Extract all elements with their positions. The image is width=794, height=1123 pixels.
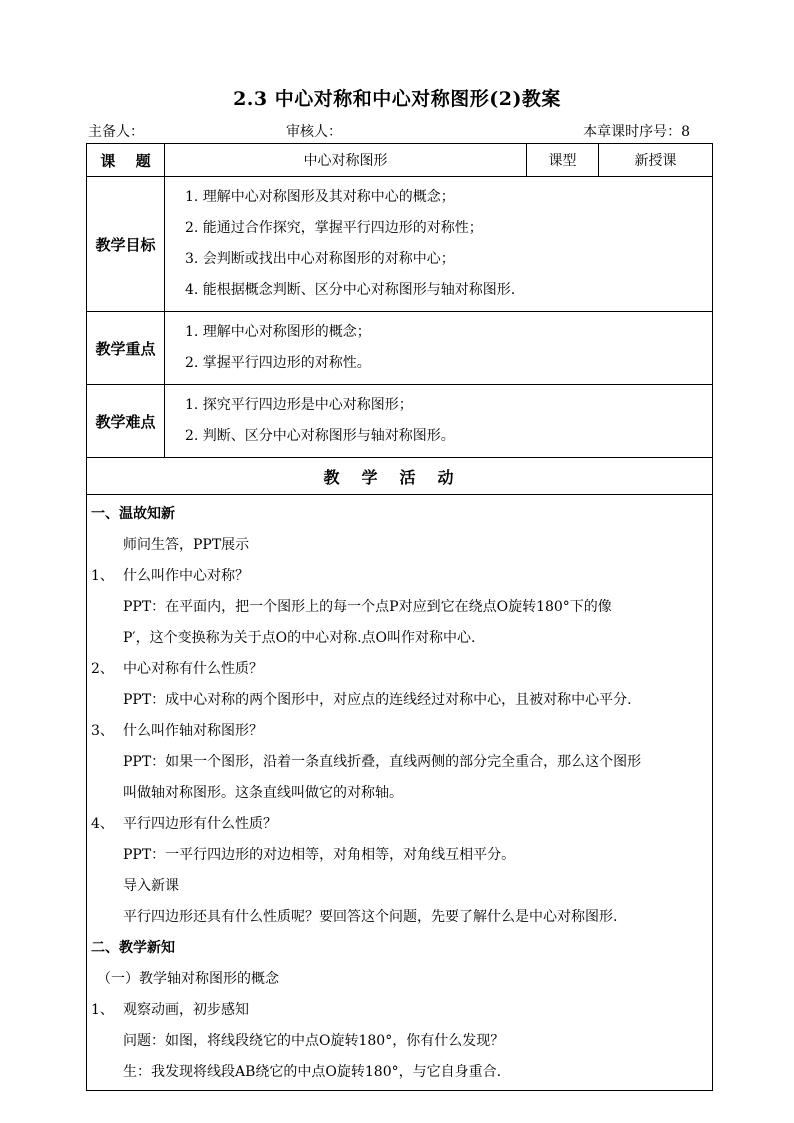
goal-item: 4. 能根据概念判断、区分中心对称图形与轴对称图形. xyxy=(185,282,516,298)
question-2-number: 2、 xyxy=(91,661,114,677)
observe-item xyxy=(91,995,712,1026)
question-text: 问题：如图，将线段绕它的中点O旋转180°，你有什么发现？ xyxy=(123,1033,505,1049)
key-points-label: 教学重点 xyxy=(87,312,165,385)
subsection-1-title: （一）教学轴对称图形的概念 xyxy=(97,971,279,987)
question-3 xyxy=(91,716,712,747)
question-4-text: 平行四边形有什么性质？ xyxy=(123,816,277,832)
question-1-text: 什么叫作中心对称？ xyxy=(123,568,249,584)
activity-heading-row xyxy=(87,458,713,495)
difficulties-row xyxy=(87,385,713,458)
question-4-number: 4、 xyxy=(91,816,114,832)
question-2 xyxy=(91,654,712,685)
goals-label: 教学目标 xyxy=(87,177,165,312)
topic-value: 中心对称图形 xyxy=(165,144,527,177)
difficulties-label: 教学难点 xyxy=(87,385,165,458)
answer-1-line-2: P′，这个变换称为关于点O的中心对称.点O叫作对称中心. xyxy=(123,630,476,646)
goals-row xyxy=(87,177,713,312)
page-title: 2.3 中心对称和中心对称图形(2)教案 xyxy=(233,88,561,110)
question-2-text: 中心对称有什么性质？ xyxy=(123,661,263,677)
preparer-label: 主备人： xyxy=(88,124,144,140)
key-points-content xyxy=(165,312,713,385)
goal-item: 3. 会判断或找出中心对称图形的对称中心； xyxy=(185,251,455,267)
goal-item: 2. 能通过合作探究，掌握平行四边形的对称性； xyxy=(185,220,483,236)
difficulty-item: 1. 探究平行四边形是中心对称图形； xyxy=(185,397,413,413)
section-2-title: 二、教学新知 xyxy=(91,940,175,956)
header-row xyxy=(87,144,713,177)
lesson-number: 本章课时序号：8 xyxy=(583,124,690,140)
activity-body xyxy=(87,495,713,1091)
student-answer: 生：我发现将线段AB绕它的中点O旋转180°，与它自身重合. xyxy=(123,1064,502,1080)
question-1-number: 1、 xyxy=(91,568,114,584)
goal-item: 1. 理解中心对称图形及其对称中心的概念； xyxy=(185,189,455,205)
meta-row xyxy=(88,121,714,143)
section-1-intro: 师问生答，PPT展示 xyxy=(123,537,250,553)
topic-label: 课 题 xyxy=(87,144,165,177)
type-label: 课型 xyxy=(527,144,599,177)
answer-4: PPT：一平行四边形的对边相等，对角相等，对角线互相平分。 xyxy=(123,847,516,863)
observe-number: 1、 xyxy=(91,1002,114,1018)
difficulties-content xyxy=(165,385,713,458)
key-points-row xyxy=(87,312,713,385)
question-1 xyxy=(91,561,712,592)
goals-content xyxy=(165,177,713,312)
intro-new-text: 平行四边形还具有什么性质呢？要回答这个问题，先要了解什么是中心对称图形. xyxy=(123,909,618,925)
reviewer-label: 审核人： xyxy=(286,124,342,140)
question-4 xyxy=(91,809,712,840)
answer-1-line-1: PPT：在平面内，把一个图形上的每一个点P对应到它在绕点O旋转180°下的像 xyxy=(123,599,612,615)
intro-new-lesson: 导入新课 xyxy=(123,878,179,894)
key-point-item: 2. 掌握平行四边形的对称性。 xyxy=(185,355,371,371)
section-1-title: 一、温故知新 xyxy=(91,506,175,522)
key-point-item: 1. 理解中心对称图形的概念； xyxy=(185,324,371,340)
answer-3-line-2: 叫做轴对称图形。这条直线叫做它的对称轴。 xyxy=(123,785,403,801)
difficulty-item: 2. 判断、区分中心对称图形与轴对称图形。 xyxy=(185,428,455,444)
lesson-plan-table xyxy=(86,143,713,1091)
question-3-number: 3、 xyxy=(91,723,114,739)
answer-3-line-1: PPT：如果一个图形，沿着一条直线折叠，直线两侧的部分完全重合，那么这个图形 xyxy=(123,754,642,770)
answer-2: PPT：成中心对称的两个图形中，对应点的连线经过对称中心，且被对称中心平分. xyxy=(123,692,632,708)
observe-text: 观察动画，初步感知 xyxy=(123,1002,249,1018)
activity-body-row xyxy=(87,495,713,1091)
question-3-text: 什么叫作轴对称图形？ xyxy=(123,723,263,739)
activity-heading: 教学活动 xyxy=(87,458,713,495)
type-value: 新授课 xyxy=(599,144,713,177)
